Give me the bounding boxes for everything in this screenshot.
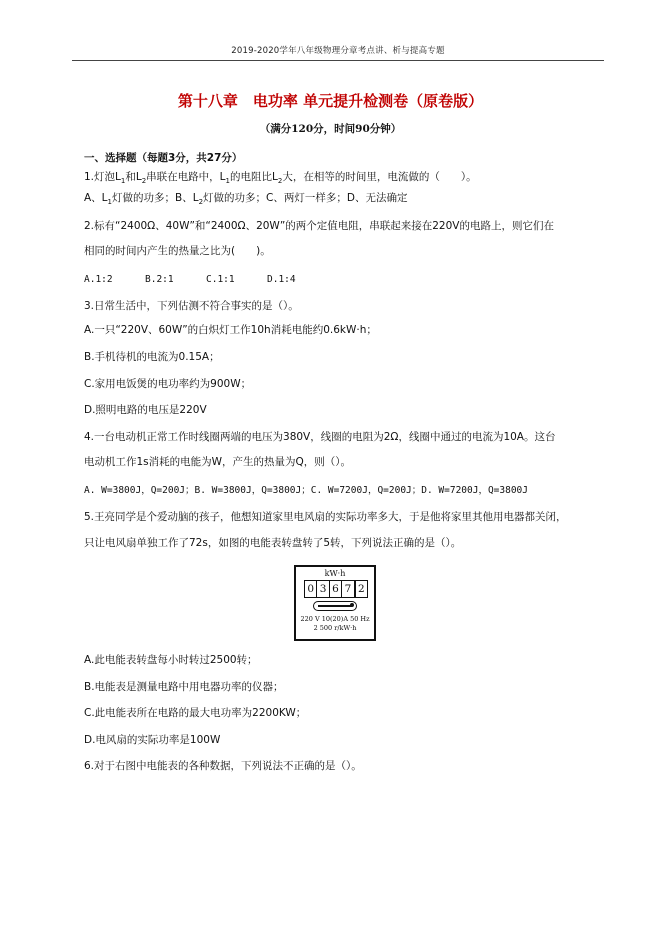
question-1-options: A、$L_1$灯做的功多；B、$L_2$灯做的功多；C、两灯一样多；D、无法确定 — [84, 192, 408, 207]
question-5-option-b: B.电能表是测量电路中用电器功率的仪器； — [84, 681, 284, 693]
running-header: 2019-2020学年八年级物理分章考点讲、析与提高专题 — [231, 46, 445, 56]
question-4-stem-line-1: 4.一台电动机正常工作时线圈两端的电压为380V，线圈的电阻为2Ω，线圈中通过的电流为10A。这台 — [84, 431, 556, 443]
question-5-option-c: C.此电能表所在电路的最大电功率为2200KW； — [84, 707, 307, 719]
meter-digit: 6 — [330, 581, 342, 597]
question-5-stem-line-1: 5.王亮同学是个爱动脑的孩子，他想知道家里电风扇的实际功率多大，于是他将家里其他用电器都关闭， — [84, 511, 567, 523]
question-5-option-d: D.电风扇的实际功率是100W — [84, 734, 221, 746]
question-2-stem-line-1: 2.标有“2400Ω、40W”和“2400Ω、20W”的两个定值电阻，串联起来接在220V的电路上，则它们在 — [84, 220, 554, 232]
question-1-stem: 1.灯泡$L_1$和$L_2$串联在电路中，$L_1$的电阻比$L_2$大，在相等的时间里，电流做的（ ）。 — [84, 171, 477, 186]
question-3-option-c: C.家用电饭煲的电功率约为900W； — [84, 378, 252, 390]
meter-rating-text: 220 V 10(20)A 50 Hz 2 500 r/kW·h — [300, 615, 370, 632]
meter-digit-display — [304, 580, 368, 598]
question-2-options — [84, 273, 328, 287]
meter-rotating-disc — [313, 601, 357, 611]
question-5-stem-line-2: 只让电风扇单独工作了72s，如图的电能表转盘转了5转，下列说法正确的是（）。 — [84, 537, 462, 549]
meter-digit: 7 — [342, 581, 354, 597]
meter-digit: 0 — [305, 581, 317, 597]
question-4-stem-line-2: 电动机工作1s消耗的电能为W，产生的热量为Q，则（）。 — [84, 456, 352, 468]
question-2-option: A.1:2 — [84, 274, 113, 285]
question-3-option-d: D.照明电路的电压是220V — [84, 404, 207, 416]
question-2-stem-line-2: 相同的时间内产生的热量之比为( )。 — [84, 245, 271, 257]
document-subtitle: （满分120分，时间90分钟） — [259, 123, 402, 135]
question-3-option-b: B.手机待机的电流为0.15A； — [84, 351, 220, 363]
meter-digit: 3 — [317, 581, 329, 597]
document-title: 第十八章 电功率 单元提升检测卷（原卷版） — [177, 92, 484, 110]
question-2-option: B.2:1 — [145, 274, 174, 285]
question-4-options: A. W=3800J，Q=200J；B. W=3800J，Q=3800J；C. W=7200J，Q=200J；D. W=7200J，Q=3800J — [84, 485, 528, 496]
question-3-stem: 3.日常生活中，下列估测不符合事实的是（）。 — [84, 300, 299, 312]
question-3-option-a: A.一只“220V、60W”的白炽灯工作10h消耗电能约0.6kW·h； — [84, 324, 377, 336]
meter-unit-label: kW·h — [324, 569, 346, 578]
header-rule — [72, 60, 604, 61]
question-2-option: D.1:4 — [267, 274, 296, 285]
question-5-option-a: A.此电能表转盘每小时转过2500转； — [84, 654, 258, 666]
question-6-stem: 6.对于右图中电能表的各种数据，下列说法不正确的是（）。 — [84, 760, 362, 772]
meter-digit: 2 — [355, 581, 367, 597]
energy-meter-figure — [294, 565, 376, 641]
question-2-option: C.1:1 — [206, 274, 235, 285]
section-title-multiple-choice: 一、选择题（每题3分，共27分） — [84, 152, 243, 164]
